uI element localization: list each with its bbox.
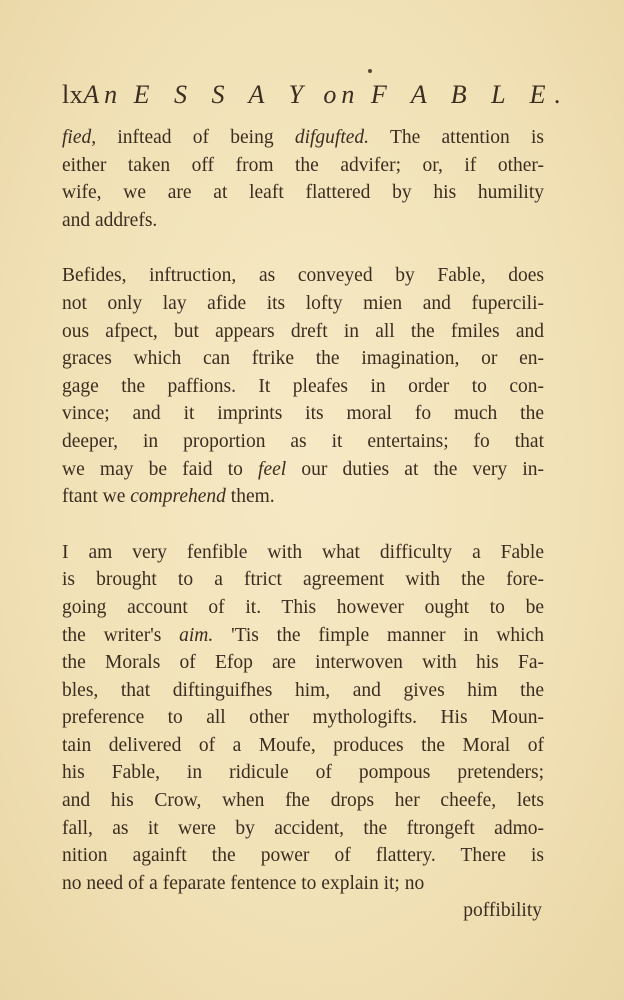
text-line [62, 207, 544, 235]
text-segment: I am very fenfible with what difficulty a Fable [62, 541, 544, 563]
text-segment: them. [225, 486, 275, 508]
text-line [62, 594, 544, 622]
italic-text: aim. [179, 624, 214, 646]
text-segment: inftead of being [96, 127, 295, 148]
text-segment: his Fable, in ridicule of pompous pretenders; [62, 762, 544, 784]
paragraph [62, 124, 544, 234]
book-page [62, 80, 570, 925]
text-line [62, 373, 544, 401]
paragraph-gap [62, 511, 544, 539]
text-line [62, 787, 544, 815]
text-segment: The attention is [369, 127, 544, 148]
text-line [62, 152, 544, 180]
text-segment: graces which can ftrike the imagination, or en- [62, 348, 544, 370]
text-segment: fall, as it were by accident, the ftrongeft admo- [62, 817, 544, 839]
running-title-part: on [323, 80, 360, 109]
ink-speck [368, 69, 372, 73]
text-segment: ous afpect, but appears dreft in all the fmiles and [62, 320, 544, 342]
paragraph-gap [62, 234, 544, 262]
body-text [62, 124, 544, 897]
text-line [62, 870, 544, 898]
text-line [62, 539, 544, 567]
text-line [62, 566, 544, 594]
text-segment: ftant we [62, 486, 131, 508]
text-segment: 'Tis the fimple manner in which [213, 624, 544, 646]
text-segment: tain delivered of a Moufe, produces the Moral of [62, 734, 544, 756]
text-segment: vince; and it imprints its moral fo much the [62, 403, 544, 425]
running-title [83, 80, 570, 110]
catchword: poffibility [463, 900, 542, 922]
running-header [62, 80, 570, 124]
text-line [62, 179, 544, 207]
text-segment: going account of it. This however ought to be [62, 596, 544, 618]
italic-text: fied, [62, 127, 97, 148]
text-line [62, 124, 544, 152]
text-segment: wife, we are at leaft flattered by his humility [62, 182, 544, 204]
text-segment: the writer's [62, 624, 180, 646]
text-line [62, 262, 544, 290]
italic-text: comprehend [130, 486, 226, 508]
text-line [62, 428, 544, 456]
text-segment: and addrefs. [62, 209, 158, 231]
text-segment: gage the paffions. It pleafes in order to con- [62, 375, 544, 397]
text-segment: preference to all other mythologifts. His Moun- [62, 707, 544, 729]
text-line [62, 290, 544, 318]
text-segment: we may be faid to [62, 458, 259, 480]
text-segment: deeper, in proportion as it entertains; fo that [62, 430, 544, 452]
text-line [62, 456, 544, 484]
text-segment: bles, that diftinguifhes him, and gives him the [62, 679, 544, 701]
text-line [62, 345, 544, 373]
text-segment: the Morals of Efop are interwoven with his Fa- [62, 652, 544, 674]
running-title-part: An [83, 80, 123, 109]
paragraph [62, 539, 544, 898]
text-line [62, 649, 544, 677]
text-line [62, 677, 544, 705]
text-line [62, 759, 544, 787]
text-segment: Befides, inftruction, as conveyed by Fable, does [62, 265, 544, 287]
text-line [62, 732, 544, 760]
italic-text: feel [258, 458, 287, 480]
text-segment: either taken off from the advifer; or, if other- [62, 154, 544, 176]
text-line [62, 400, 544, 428]
text-segment: our duties at the very in- [286, 458, 544, 480]
text-segment: nition againft the power of flattery. There is [62, 845, 544, 867]
italic-text: difgufted. [294, 127, 370, 148]
running-title-part: E S S A Y [133, 80, 312, 109]
page-number: lx [62, 80, 84, 109]
text-segment: and his Crow, when fhe drops her cheefe, lets [62, 790, 544, 812]
text-line [62, 815, 544, 843]
text-line [62, 842, 544, 870]
text-line [62, 483, 544, 511]
text-segment: not only lay afide its lofty mien and fupercili- [62, 292, 544, 314]
running-title-part: F A B L E. [370, 80, 570, 109]
text-line [62, 318, 544, 346]
text-line [62, 622, 544, 650]
text-segment: is brought to a ftrict agreement with the fore- [62, 569, 544, 591]
text-segment: no need of a feparate fentence to explain it; no [62, 872, 425, 894]
text-line [62, 704, 544, 732]
paragraph [62, 262, 544, 510]
